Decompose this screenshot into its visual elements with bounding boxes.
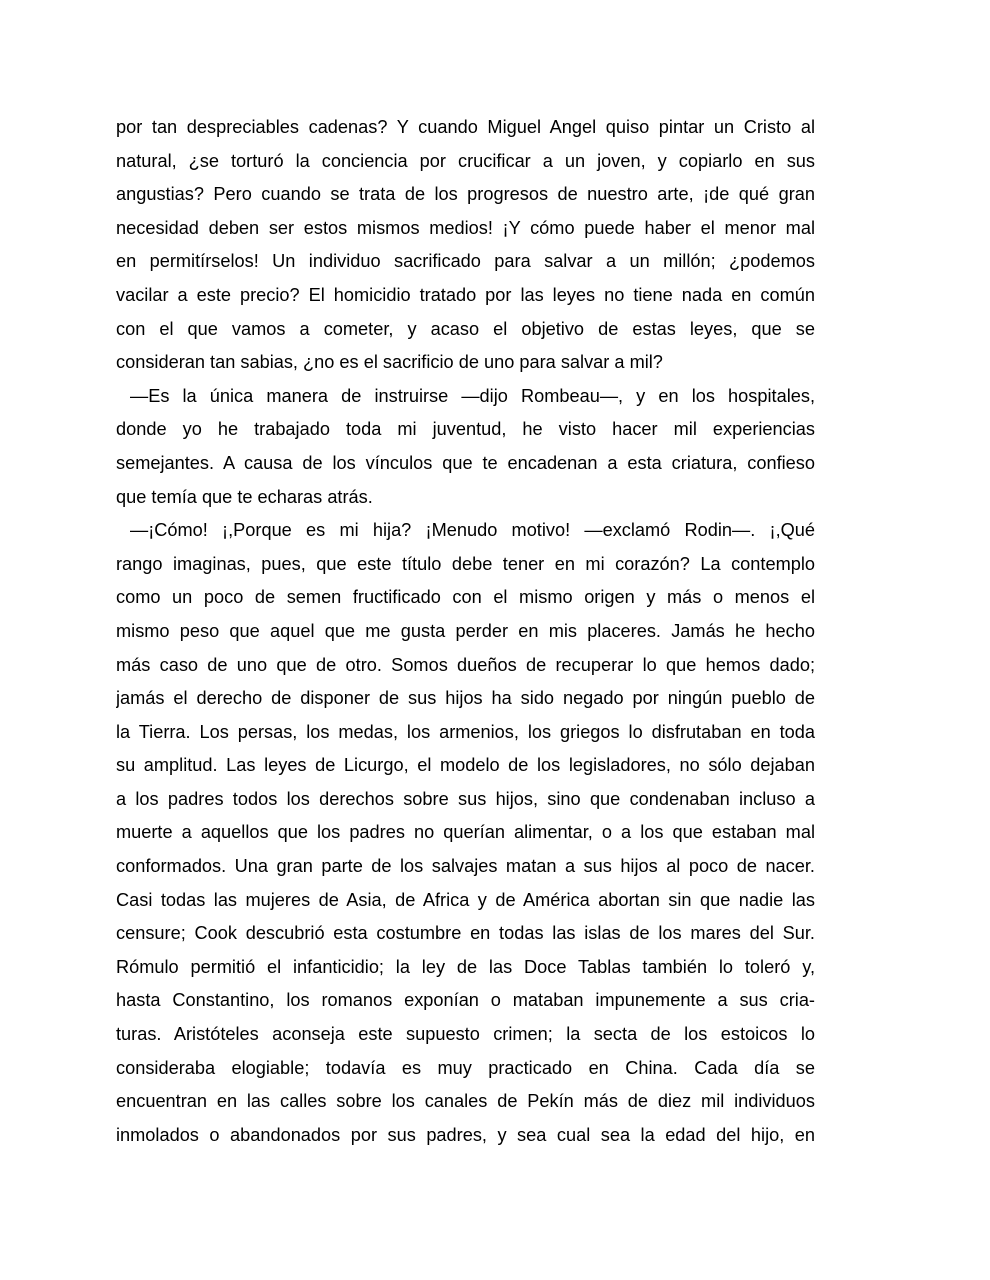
text-line: más caso de uno que de otro. Somos dueños de recuperar lo que hemos dado; bbox=[116, 654, 815, 675]
text-line: su amplitud. Las leyes de Licurgo, el modelo de los legisladores, no sólo dejaban bbox=[116, 755, 815, 776]
text-line: necesidad deben ser estos mismos medios! ¡Y cómo puede haber el menor mal bbox=[116, 217, 815, 238]
text-line: por tan despreciables cadenas? Y cuando Miguel Angel quiso pintar un Cristo al bbox=[116, 117, 815, 137]
text-line: con el que vamos a cometer, y acaso el objetivo de estas leyes, que se bbox=[116, 318, 815, 339]
text-line: mismo peso que aquel que me gusta perder en mis placeres. Jamás he hecho bbox=[116, 620, 815, 641]
text-line: encuentran en las calles sobre los canales de Pekín más de diez mil individuos bbox=[116, 1091, 815, 1112]
text-line: consideraba elogiable; todavía es muy practicado en China. Cada día se bbox=[116, 1057, 815, 1078]
body-text bbox=[116, 111, 815, 1152]
text-line: conformados. Una gran parte de los salvajes matan a sus hijos al poco de nacer. bbox=[116, 856, 815, 877]
text-line: turas. Aristóteles aconseja este supuesto crimen; la secta de los estoicos lo bbox=[116, 1024, 815, 1045]
text-line: muerte a aquellos que los padres no querían alimentar, o a los que estaban mal bbox=[116, 822, 815, 843]
text-line: semejantes. A causa de los vínculos que te encadenan a esta criatura, confieso bbox=[116, 452, 815, 473]
text-line: rango imaginas, pues, que este título debe tener en mi corazón? La contemplo bbox=[116, 553, 815, 574]
text-line: donde yo he trabajado toda mi juventud, he visto hacer mil experiencias bbox=[116, 419, 815, 440]
text-line: la Tierra. Los persas, los medas, los armenios, los griegos lo disfrutaban en toda bbox=[116, 721, 815, 742]
text-line: angustias? Pero cuando se trata de los progresos de nuestro arte, ¡de qué gran bbox=[116, 184, 815, 205]
text-line: natural, ¿se torturó la conciencia por crucificar a un joven, y copiarlo en sus bbox=[116, 150, 815, 171]
text-line: censure; Cook descubrió esta costumbre en todas las islas de los mares del Sur. bbox=[116, 923, 815, 944]
text-line: Casi todas las mujeres de Asia, de Africa y de América abortan sin que nadie las bbox=[116, 889, 815, 910]
text-line: hasta Constantino, los romanos exponían o mataban impunemente a sus cria- bbox=[116, 990, 815, 1011]
text-line: Rómulo permitió el infanticidio; la ley de las Doce Tablas también lo toleró y, bbox=[116, 956, 815, 977]
text-line: en permitírselos! Un individuo sacrificado para salvar a un millón; ¿podemos bbox=[116, 251, 815, 272]
text-line: consideran tan sabias, ¿no es el sacrificio de uno para salvar a mil? bbox=[116, 352, 663, 373]
text-line: a los padres todos los derechos sobre sus hijos, sino que condenaban incluso a bbox=[116, 788, 815, 809]
text-line: que temía que te echaras atrás. bbox=[116, 486, 373, 507]
text-line: como un poco de semen fructificado con el mismo origen y más o menos el bbox=[116, 587, 815, 608]
text-line: vacilar a este precio? El homicidio tratado por las leyes no tiene nada en común bbox=[116, 284, 815, 305]
text-line: jamás el derecho de disponer de sus hijos ha sido negado por ningún pueblo de bbox=[116, 688, 815, 709]
text-line: —Es la única manera de instruirse —dijo Rombeau—, y en los hospitales, bbox=[130, 385, 815, 406]
text-line: inmolados o abandonados por sus padres, y sea cual sea la edad del hijo, en bbox=[116, 1124, 815, 1145]
text-line: —¡Cómo! ¡,Porque es mi hija? ¡Menudo motivo! —exclamó Rodin—. ¡,Qué bbox=[130, 520, 815, 541]
